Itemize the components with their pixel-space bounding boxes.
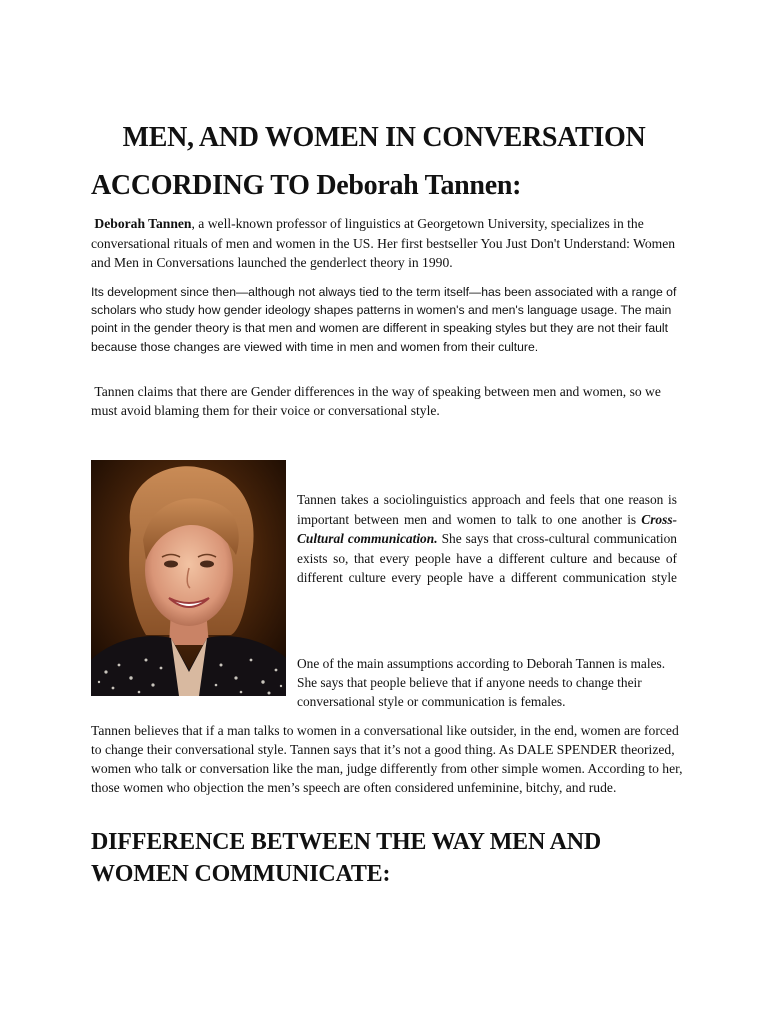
page-title: MEN, AND WOMEN IN CONVERSATION <box>122 122 646 153</box>
page-subtitle: ACCORDING TO Deborah Tannen: <box>91 170 522 201</box>
development-paragraph: Its development since then—although not always tied to the term itself—has been associated with a range of scholars who study how gender ideology shapes patterns in women's and men's language usage. The main point in the gender theory is that men and women are different in speaking styles but they are not their fault because those changes are viewed with time in men and women from their culture. <box>91 285 677 354</box>
intro-paragraph <box>91 214 681 273</box>
claims-text: Tannen claims that there are Gender differences in the way of speaking between men and women, so we must avoid blaming them for their voice or conversational style. <box>91 384 661 418</box>
section-heading: DIFFERENCE BETWEEN THE WAY MEN AND WOMEN COMMUNICATE: <box>91 829 601 887</box>
sociolinguistics-paragraph <box>297 490 677 588</box>
socio-text-after: She says that cross-cultural communication exists so, that every people have a different culture and because of different culture every people have a different communication style <box>297 531 677 585</box>
author-photo <box>91 460 286 696</box>
claims-paragraph <box>91 382 681 420</box>
intro-text: , a well-known professor of linguistics at Georgetown University, specializes in the conversational rituals of men and women in the US. Her first bestseller You Just Don't Understand: Women and Men in Conversations launched the genderlect theory in 1990. <box>91 216 676 270</box>
author-name: Deborah Tannen <box>94 216 192 231</box>
socio-emphasis: Cross-Cultural communication. <box>297 511 677 546</box>
portrait-image <box>91 460 286 696</box>
assumption-paragraph: One of the main assumptions according to Deborah Tannen is males. She says that people believe that if anyone needs to change their conversational style or communication is females. <box>297 656 666 709</box>
believes-paragraph: Tannen believes that if a man talks to women in a conversational like outsider, in the end, women are forced to change their conversational style. Tannen says that it’s not a good thing. As DALE SPENDER theorized, women who talk or conversation like the man, judge differently from other simple women. According to her, those women who objection the men’s speech are often considered unfeminine, bitchy, and rude. <box>91 723 683 795</box>
socio-text-before: Tannen takes a sociolinguistics approach and feels that one reason is important between men and women to talk to one another is <box>297 492 677 527</box>
